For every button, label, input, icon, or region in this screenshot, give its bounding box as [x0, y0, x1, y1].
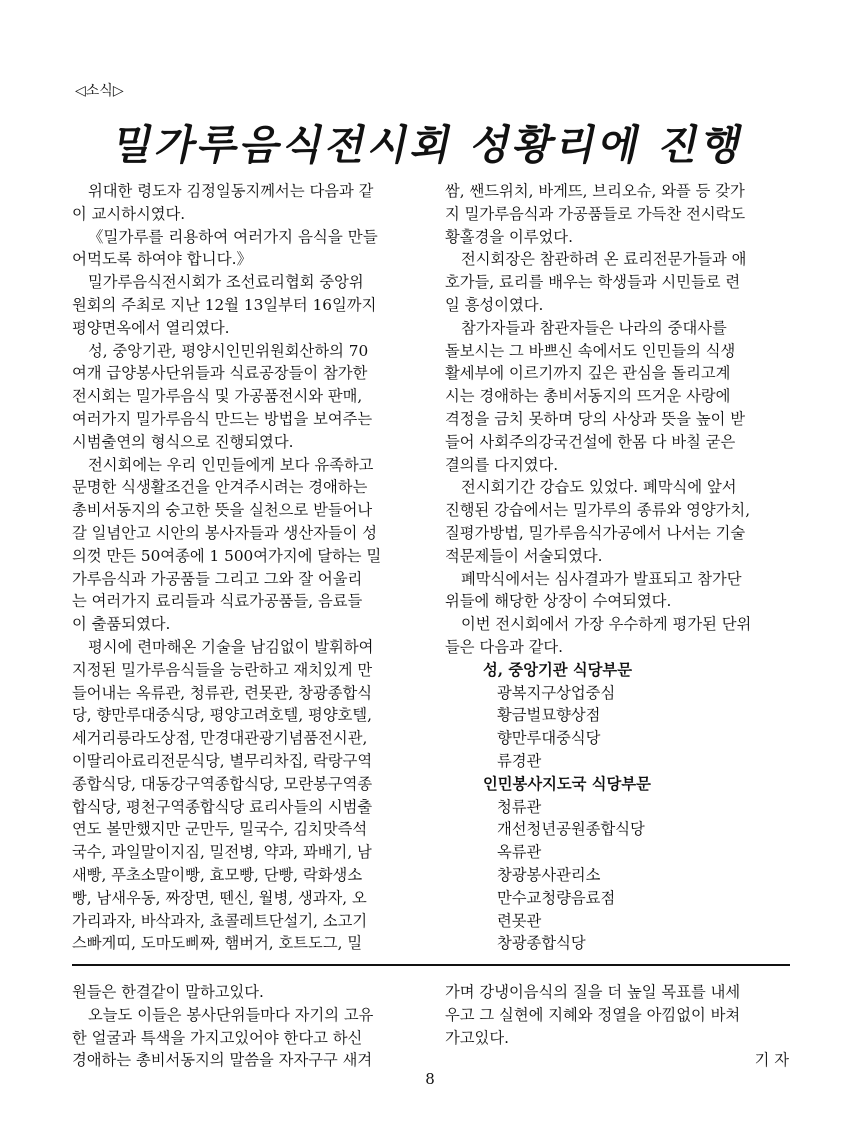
winner-item: 개선청년공원종합식당 — [497, 820, 645, 839]
continued-left-column — [72, 981, 418, 1072]
article-headline: 밀가루음식전시회 성황리에 진행 — [108, 121, 750, 169]
text-line: 당, 향만루대중식당, 평양고려호텔, 평양호텔, — [72, 706, 373, 725]
text-line: 전시회는 밀가루음식 및 가공품전시와 판매, — [72, 387, 363, 406]
text-line: 전시회에는 우리 인민들에게 보다 유족하고 — [88, 455, 374, 474]
text-line: 평양면옥에서 열리였다. — [72, 318, 230, 337]
text-line: 우고 그 실현에 지혜와 정열을 아낌없이 바쳐 — [445, 1005, 741, 1024]
text-line: 쌈, 쌘드위치, 바게뜨, 브리오슈, 와플 등 갖가 — [445, 182, 745, 200]
winner-item: 황금벌묘향상점 — [497, 706, 601, 725]
text-line: 갈 일념안고 시안의 봉사자들과 생산자들이 성 — [72, 523, 378, 542]
text-line: 새빵, 푸초소말이빵, 효모빵, 단빵, 락화생소 — [72, 865, 363, 884]
winners-group-title: 성, 중앙기관 식당부문 — [483, 660, 632, 679]
text-line: 황홀경을 이루었다. — [445, 227, 573, 246]
text-line: 총비서동지의 숭고한 뜻을 실천으로 받들어나 — [72, 501, 373, 520]
text-line: 경애하는 총비서동지의 말씀을 자자구구 새겨 — [72, 1051, 373, 1070]
text-line: 시는 경애하는 총비서동지의 뜨거운 사랑에 — [445, 387, 731, 406]
text-line: 폐막식에서는 심사결과가 발표되고 참가단 — [461, 569, 742, 588]
text-line: 적문제들이 서술되였다. — [445, 546, 603, 565]
text-line: 호가들, 료리를 배우는 학생들과 시민들로 련 — [445, 273, 741, 292]
text-line: 한 얼굴과 특색을 가지고있어야 한다고 하신 — [72, 1028, 363, 1047]
text-line: 가고있다. — [445, 1028, 509, 1047]
section-divider — [72, 964, 790, 966]
text-line: 참가자들과 참관자들은 나라의 중대사를 — [461, 318, 727, 337]
article-left-column — [72, 180, 418, 955]
text-line: 이 교시하시였다. — [72, 204, 186, 223]
text-line: 위대한 령도자 김정일동지께서는 다음과 같 — [88, 182, 374, 200]
text-line: 지 밀가루음식과 가공품들로 가득찬 전시락도 — [445, 204, 746, 223]
winner-item: 청류관 — [497, 797, 542, 816]
text-line: 성, 중앙기관, 평양시인민위원회산하의 70 — [88, 341, 369, 360]
text-line: 지정된 밀가루음식들을 능란하고 재치있게 만 — [72, 660, 373, 679]
text-line: 스빠게띠, 도마도삐짜, 햄버거, 호트도그, 밀 — [72, 934, 363, 953]
winners-group-title: 인민봉사지도국 식당부문 — [483, 774, 651, 793]
page-number: 8 — [425, 1070, 435, 1088]
text-line: 결의를 다지였다. — [445, 455, 559, 474]
text-line: 는 여러가지 료리들과 식료가공품들, 음료들 — [72, 592, 363, 611]
text-line: 연도 볼만했지만 군만두, 밀국수, 김치맛즉석 — [72, 820, 368, 839]
byline: 기 자 — [754, 1051, 789, 1070]
text-line: 의껏 만든 50여종에 1 500여가지에 달하는 밀 — [72, 546, 382, 565]
text-line: 전시회기간 강습도 있었다. 폐막식에 앞서 — [461, 478, 737, 497]
text-line: 질평가방법, 밀가루음식가공에서 나서는 기술 — [445, 523, 746, 542]
text-line: 여개 급양봉사단위들과 식료공장들이 참가한 — [72, 364, 368, 383]
quote-line: 《밀가루를 리용하여 여러가지 음식을 만들 — [88, 227, 378, 246]
winner-item: 향만루대중식당 — [497, 729, 601, 748]
winner-item: 광복지구상업중심 — [497, 683, 616, 702]
continued-right-column — [445, 981, 793, 1072]
text-line: 밀가루음식전시회가 조선료리협회 중앙위 — [88, 273, 364, 292]
text-line: 일 흥성이였다. — [445, 295, 544, 314]
winner-item: 옥류관 — [497, 843, 542, 862]
text-line: 가며 강냉이음식의 질을 더 높일 목표를 내세 — [445, 983, 741, 1001]
winner-item: 창광종합식당 — [497, 934, 586, 953]
text-line: 평시에 련마해온 기술을 남김없이 발휘하여 — [88, 637, 374, 656]
winner-item: 창광봉사관리소 — [497, 865, 601, 884]
text-line: 들은 다음과 같다. — [445, 637, 564, 656]
text-line: 빵, 남새우동, 짜장면, 뗀신, 월병, 생과자, 오 — [72, 888, 367, 907]
text-line: 이번 전시회에서 가장 우수하게 평가된 단위 — [461, 615, 752, 634]
text-line: 격정을 금치 못하며 당의 사상과 뜻을 높이 받 — [445, 409, 746, 428]
article-right-column — [445, 180, 793, 955]
text-line: 활세부에 이르기까지 깊은 관심을 돌리고계 — [445, 364, 731, 383]
winner-item: 류경관 — [497, 751, 542, 770]
text-line: 세거리릉라도상점, 만경대관광기념품전시관, — [72, 729, 368, 748]
text-line: 진행된 강습에서는 밀가루의 종류와 영양가치, — [445, 501, 751, 520]
text-line: 종합식당, 대동강구역종합식당, 모란봉구역종 — [72, 774, 373, 793]
text-line: 국수, 과일말이지짐, 밀전병, 약과, 꽈배기, 남 — [72, 843, 372, 862]
text-line: 합식당, 평천구역종합식당 료리사들의 시범출 — [72, 797, 373, 816]
text-line: 위들에 해당한 상장이 수여되였다. — [445, 592, 672, 611]
section-tag: ◁소식▷ — [75, 83, 124, 99]
text-line: 가루음식과 가공품들 그리고 그와 잘 어울리 — [72, 569, 363, 588]
text-line: 들어내는 옥류관, 청류관, 련못관, 창광종합식 — [72, 683, 373, 702]
quote-line: 어먹도록 하여야 합니다.》 — [72, 250, 253, 269]
text-line: 이 출품되였다. — [72, 615, 171, 634]
text-line: 이딸리아료리전문식당, 별무리차집, 락랑구역 — [72, 751, 373, 770]
text-line: 돌보시는 그 바쁘신 속에서도 인민들의 식생 — [445, 341, 736, 360]
winner-item: 만수교청량음료점 — [497, 888, 616, 907]
text-line: 문명한 식생활조건을 안겨주시려는 경애하는 — [72, 478, 368, 497]
text-line: 원회의 주최로 지난 12월 13일부터 16일까지 — [72, 295, 377, 314]
text-line: 여러가지 밀가루음식 만드는 방법을 보여주는 — [72, 409, 373, 428]
text-line: 오늘도 이들은 봉사단위들마다 자기의 고유 — [88, 1005, 374, 1024]
winner-item: 련못관 — [497, 911, 542, 930]
text-line: 전시회장은 참관하려 온 료리전문가들과 애 — [461, 250, 747, 269]
text-line: 가리과자, 바삭과자, 쵸콜레트단설기, 소고기 — [72, 911, 368, 930]
text-line: 원들은 한결같이 말하고있다. — [72, 983, 264, 1001]
text-line: 시범출연의 형식으로 진행되였다. — [72, 432, 294, 451]
text-line: 들어 사회주의강국건설에 한몸 다 바칠 굳은 — [445, 432, 736, 451]
